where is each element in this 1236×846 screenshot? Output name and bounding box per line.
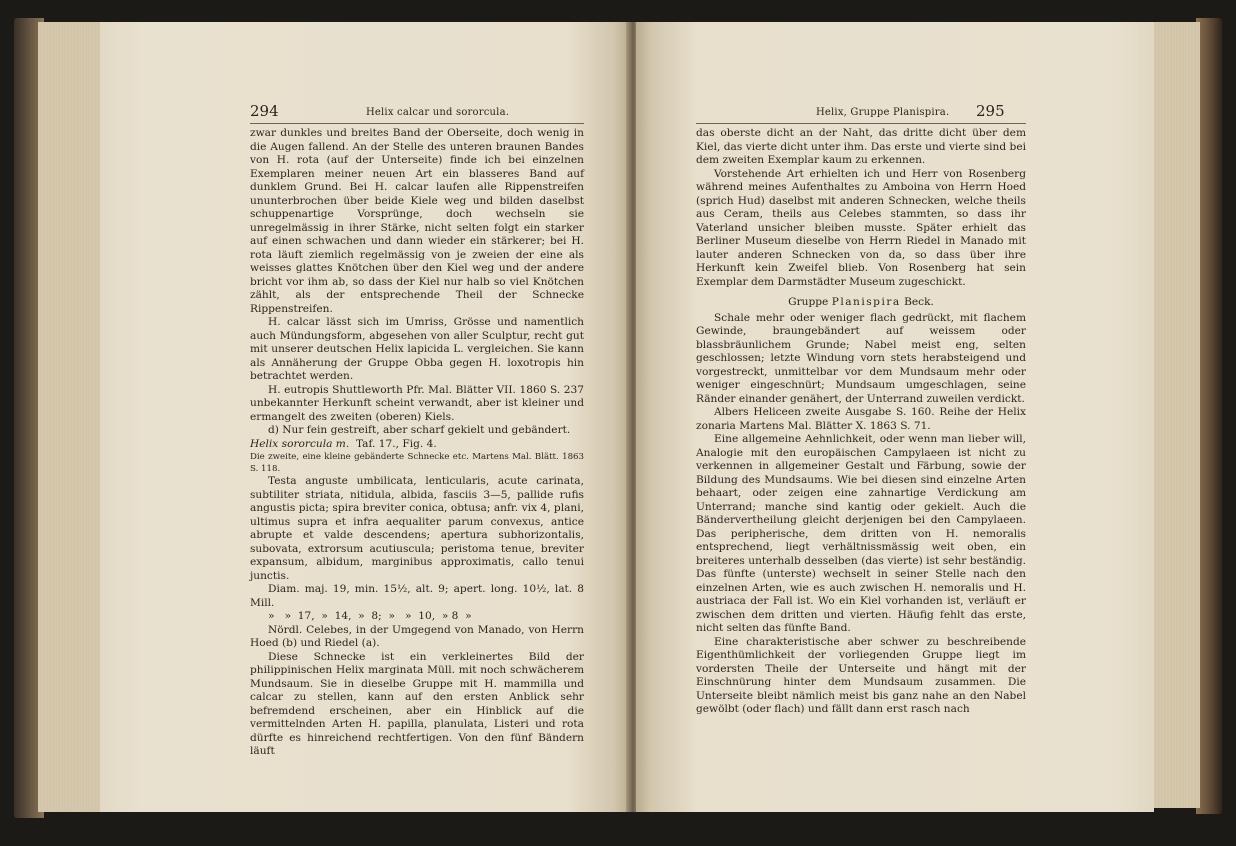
species-name: Helix sororcula m. — [250, 437, 350, 450]
left-page — [100, 22, 630, 812]
diameter-line-2: » » 17, » 14, » 8; » » 10, » 8 » — [268, 610, 472, 622]
left-paragraph-2: H. calcar lässt sich im Umriss, Grösse und namentlich auch Mündungsform, abgesehen von aller Sculptur, recht gut mit unserer deutschen Helix lapicida L. vergleichen. Sie kann als Annäherung der Gruppe Obba gegen H. loxotropis hin betrachtet werden. — [250, 316, 584, 382]
group-paragraph-1: Schale mehr oder weniger flach gedrückt, mit flachem Gewinde, braungebändert auf weissem oder blassbräunlichem Grunde; Nabel meist eng, selten geschlossen; letzte Windung vorn stets herabsteigend und vorgestreckt, unmittelbar vor dem Mundsaum mehr oder weniger eingeschnürt; Mundsaum umgeschlagen, seine Ränder einander genähert, der Unterrand zuweilen verdickt. — [696, 311, 1026, 405]
right-head-rule — [696, 123, 1026, 124]
left-body — [250, 127, 584, 759]
group-heading-author: Beck. — [904, 296, 934, 308]
right-body — [696, 127, 1026, 717]
diameter-line-1: Diam. maj. 19, min. 15½, alt. 9; apert. long. 10½, lat. 8 Mill. — [250, 583, 584, 609]
species-heading — [250, 438, 584, 452]
group-paragraph-4: Eine charakteristische aber schwer zu beschreibende Eigenthümlichkeit der vorliegenden Gruppe liegt im vordersten Theile der Unterseite und hängt mit der Einschnürung hinter dem Mundsaum zusammen. Die Unterseite bleibt nämlich meist bis ganz nahe an den Nabel gewölbt (oder flach) und fällt dann erst rasch nach — [696, 635, 1026, 715]
group-heading — [696, 296, 1026, 310]
page-edges-right — [1150, 22, 1200, 808]
left-subheading-d: d) Nur fein gestreift, aber scharf gekielt und gebändert. — [268, 424, 571, 436]
latin-description: Testa anguste umbilicata, lenticularis, acute carinata, subtiliter striata, nitidula, albida, fasciis 3—5, pallide rufis angustis picta; spira breviter conica, obtusa; anfr. vix 4, plani, ultimus supra et infra aequaliter parum convexus, antice abrupte et valde descendens; apertura subhorizontalis, subovata, extrorsum acutiuscula; peristoma tenue, breviter expansum, albidum, marginibus approximatis, callo tenui junctis. — [250, 475, 584, 582]
group-heading-prefix: Gruppe — [788, 296, 829, 308]
right-running-head: Helix, Gruppe Planispira. — [816, 107, 950, 118]
group-paragraph-2: Albers Heliceen zweite Ausgabe S. 160. Reihe der Helix zonaria Martens Mal. Blätter X. 1863 S. 71. — [696, 406, 1026, 432]
left-running-head: Helix calcar und sororcula. — [366, 107, 510, 118]
species-ref: Taf. 17., Fig. 4. — [355, 437, 437, 450]
right-paragraph-1: das oberste dicht an der Naht, das dritte dicht über dem Kiel, das vierte dicht unter ihm. Das erste und vierte sind bei dem zweiten Exemplar kaum zu erkennen. — [696, 127, 1026, 166]
locality: Nördl. Celebes, in der Umgegend von Manado, von Herrn Hoed (b) und Riedel (a). — [250, 623, 584, 649]
left-paragraph-3: H. eutropis Shuttleworth Pfr. Mal. Blätter VII. 1860 S. 237 unbekannter Herkunft scheint verwandt, aber ist kleiner und ermangelt des zweiten (oberen) Kiels. — [250, 383, 584, 423]
left-closing-paragraph: Diese Schnecke ist ein verkleinertes Bild der philippinischen Helix marginata Müll. mit noch schwächerem Mundsaum. Sie in dieselbe Gruppe mit H. mammilla und calcar zu stellen, kann auf den ersten Anblick sehr befremdend erscheinen, aber ein Hinblick auf die vermittelnden Arten H. papilla, planulata, Listeri und rota dürfte es hinreichend rechtfertigen. Von den fünf Bändern läuft — [250, 650, 584, 757]
species-note: Die zweite, eine kleine gebänderte Schnecke etc. Martens Mal. Blätt. 1863 S. 118. — [250, 452, 584, 474]
right-paragraph-2: Vorstehende Art erhielten ich und Herr von Rosenberg während meines Aufenthaltes zu Amboina von Herrn Hoed (sprich Hud) daselbst mit anderen Schnecken, welche theils aus Ceram, theils aus Celebes stammten, so dass ihr Vaterland unsicher bleiben musste. Später erhielt das Berliner Museum dieselbe von Herrn Riedel in Manado mit lauter anderen Schnecken von da, so dass über ihre Herkunft kein Zweifel blieb. Von Rosenberg hat sein Exemplar dem Darmstädter Museum zugeschickt. — [696, 167, 1026, 288]
right-page-number: 295 — [976, 102, 1005, 120]
left-page-number: 294 — [250, 102, 279, 120]
left-head-rule — [250, 123, 584, 124]
page-edges-left — [38, 22, 104, 812]
group-heading-name: Planispira — [831, 296, 901, 308]
left-paragraph-1: zwar dunkles und breites Band der Oberseite, doch wenig in die Augen fallend. An der Stelle des unteren braunen Bandes von H. rota (auf der Unterseite) finde ich bei einzelnen Exemplaren meiner neuen Art ein blasseres Band auf dunklem Grund. Bei H. calcar laufen alle Rippenstreifen ununterbrochen über beide Kiele weg und bilden daselbst schuppenartige Vorsprünge, doch wechseln sie unregelmässig in ihrer Stärke, nicht selten folgt ein starker auf einen schwachen und dann wieder ein stärkerer; bei H. rota läuft ziemlich regelmässig von je zweien der eine als weisses glattes Knötchen über den Kiel weg und der andere bricht vor ihm ab, so dass der Kiel nur halb so viel Knötchen zählt, als der entsprechende Theil der Schnecke Rippenstreifen. — [250, 127, 584, 315]
group-paragraph-3: Eine allgemeine Aehnlichkeit, oder wenn man lieber will, Analogie mit den europäischen Campylaeen ist nicht zu verkennen in allgemeiner Gestalt und Färbung, sowie der Bildung des Mundsaums. Wie bei diesen sind einzelne Arten behaart, oder zeigen eine zahnartige Verdickung am Unterrand; manche sind kantig oder gekielt. Auch die Bändervertheilung gleicht derjenigen bei den Campylaeen. Das peripherische, dem dritten von H. nemoralis entsprechend, liegt verhältnissmässig weit oben, ein breiteres unterhalb desselben (das vierte) ist sehr beständig. Das fünfte (unterste) wechselt in seiner Stelle nach den einzelnen Arten, wie es auch zwischen H. nemoralis und H. austriaca der Fall ist. Wo ein Kiel vorhanden ist, verläuft er zwischen dem dritten und vierten. Häufig fehlt das erste, nicht selten das fünfte Band. — [696, 433, 1026, 634]
right-page — [636, 22, 1154, 812]
